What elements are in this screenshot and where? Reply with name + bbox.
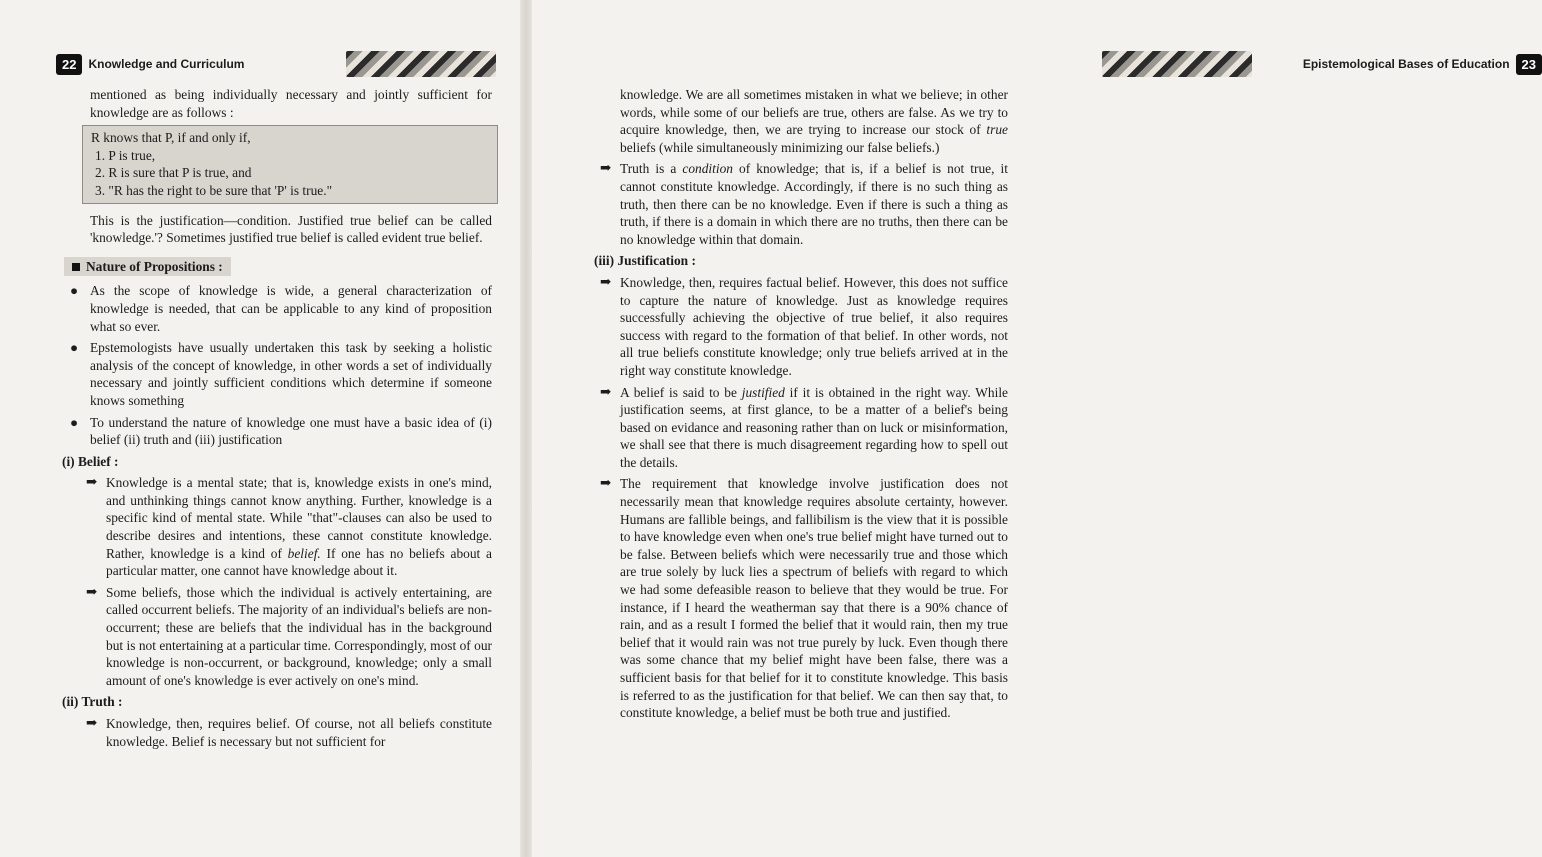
decorative-pattern-band <box>1102 51 1252 77</box>
list-item-text: Knowledge, then, requires belief. Of course, not all beliefs constitute knowledge. Belief is necessary but not sufficient for <box>106 716 492 749</box>
section-heading <box>64 257 231 277</box>
right-page-body <box>594 86 1008 726</box>
arrow-bullet-icon: ➡ <box>86 583 98 599</box>
emphasis: justified <box>741 384 785 400</box>
list-item <box>600 160 1008 248</box>
book-gutter <box>520 0 532 857</box>
box-head: R knows that P, if and only if, <box>91 130 251 146</box>
list-item <box>70 414 492 449</box>
bullet-icon: ● <box>70 283 79 299</box>
propositions-list <box>70 282 492 448</box>
section-heading-text: Nature of Propositions : <box>86 258 223 274</box>
text-run: Knowledge is a mental state; that is, knowledge exists in one's mind, and unthinking things cannot know anything. Further, knowledge is a specific kind of mental state. While "that"-clauses can also be used to describe desires and intentions, these cannot constitute knowledge. Rather, knowledge is a kind of <box>106 475 492 561</box>
arrow-bullet-icon: ➡ <box>600 383 612 399</box>
intro-paragraph <box>620 86 1008 156</box>
running-title: Epistemological Bases of Education <box>1302 57 1510 71</box>
box-item: 3. "R has the right to be sure that 'P' is true." <box>95 182 333 198</box>
text-run: Knowledge, then, requires factual belief. However, this does not suffice to capture the nature of knowledge. Just as knowledge requires successfully achieving the objective of true belief, it also requires success with regard to the formation of that belief. In other words, not all true beliefs constitute knowledge; only true beliefs arrived at in the right way constitute knowledge. <box>620 274 1008 378</box>
running-title: Knowledge and Curriculum <box>88 57 245 71</box>
left-page-header <box>56 50 496 78</box>
right-page-header <box>1102 50 1542 78</box>
decorative-pattern-band <box>346 51 496 77</box>
list-item <box>86 474 492 580</box>
square-bullet-icon <box>72 263 80 271</box>
conditions-box <box>82 125 498 203</box>
list-item <box>86 715 492 750</box>
list-item <box>70 339 492 409</box>
list-item-text: As the scope of knowledge is wide, a general characterization of knowledge is needed, that can be applicable to any kind of proposition what so ever. <box>90 283 492 334</box>
text-run: The requirement that knowledge involve justification does not necessarily mean that knowledge requires absolute certainty, however. Humans are fallible beings, and fallibilism is the view that it is possible to have knowledge even when one's true belief might have turned out to be false. Between beliefs which were necessarily true and those which are true solely by luck lies a spectrum of beliefs with regard to which we had some defeasible reason to believe that they would be true. For instance, if I heard the weatherman say that there is a 90% chance of rain, and as a result I formed the belief that it would rain, then my true belief that it would rain was not true purely by luck. Even though there was some chance that my belief might have been false, there was a sufficient basis for that belief for it to constitute knowledge. This basis is referred to as the justification for that belief. We can then say that, to constitute knowledge, a belief must be both true and justified. <box>620 476 1008 721</box>
text-run: If one has no beliefs about a particular matter, one cannot have knowledge about it. <box>106 545 492 579</box>
box-item: 2. R is sure that P is true, and <box>95 165 252 181</box>
text-run: knowledge. We are all sometimes mistaken in what we believe; in other words, while some of our beliefs are true, others are false. As we try to acquire knowledge, then, we are trying to increase our stock of <box>620 87 1008 138</box>
emphasis: belief. <box>287 545 321 561</box>
left-page-body <box>62 86 492 754</box>
text-run: Truth is a <box>620 161 683 177</box>
arrow-bullet-icon: ➡ <box>86 715 98 730</box>
right-header-title-group <box>1297 54 1542 75</box>
list-item <box>600 383 1008 472</box>
text-run: Some beliefs, those which the individual is actively entertaining, are called occurrent beliefs. The majority of an individual's beliefs are non-occurrent; these are beliefs that the individual has in the background but is not entertaining at a particular time. Correspondingly, most of our knowledge is non-occurrent, or background, knowledge; only a small amount of one's knowledge is ever actively on one's mind. <box>106 584 492 688</box>
text-run: if it is obtained in the right way. While justification seems, at first glance, to be a matter of a belief's being based on evidance and reasoning rather than on luck or misinformation, we shall see that there is much disagreement regarding how to spell out the details. <box>620 384 1008 470</box>
list-item-text: To understand the nature of knowledge one must have a basic idea of (i) belief (ii) truth and (iii) justification <box>90 414 492 448</box>
justification-list <box>600 273 1008 722</box>
emphasis: true <box>986 122 1008 138</box>
list-item <box>600 273 1008 380</box>
intro-paragraph: mentioned as being individually necessary and jointly sufficient for knowledge are as follows : <box>90 87 492 120</box>
list-item <box>600 475 1008 721</box>
page-number: 23 <box>1516 54 1542 75</box>
list-item <box>70 282 492 335</box>
belief-heading: (i) Belief : <box>62 453 119 469</box>
list-item-text: Epstemologists have usually undertaken this task by seeking a holistic analysis of the concept of knowledge, in other words a set of individually necessary and jointly sufficient conditions which determine if someone knows something <box>90 340 492 408</box>
text-run: beliefs (while simultaneously minimizing our false beliefs.) <box>620 139 940 155</box>
emphasis: condition <box>682 161 733 177</box>
bullet-icon: ● <box>70 340 79 356</box>
belief-list <box>86 474 492 689</box>
box-item: 1. P is true, <box>95 147 156 163</box>
truth-list <box>600 160 1008 248</box>
arrow-bullet-icon: ➡ <box>86 474 98 490</box>
text-run: A belief is said to be <box>620 384 742 400</box>
justification-heading: (iii) Justification : <box>594 253 696 269</box>
bullet-icon: ● <box>70 414 79 430</box>
truth-heading: (ii) Truth : <box>62 694 123 710</box>
text-run: of knowledge; that is, if a belief is not true, it cannot constitute knowledge. Accordingly, if there is no such thing as truth, then there can be no knowledge. Even if there is such a thing as truth, if there is a domain in which there are no truths, then there can be no knowledge within that domain. <box>620 161 1008 247</box>
arrow-bullet-icon: ➡ <box>600 475 612 491</box>
list-item <box>86 583 492 690</box>
page-number: 22 <box>56 54 82 75</box>
arrow-bullet-icon: ➡ <box>600 273 612 289</box>
truth-list <box>86 715 492 750</box>
arrow-bullet-icon: ➡ <box>600 160 612 176</box>
justification-paragraph: This is the justification—condition. Justified true belief can be called 'knowledge.'? Sometimes justified true belief is called evident true belief. <box>90 212 492 246</box>
